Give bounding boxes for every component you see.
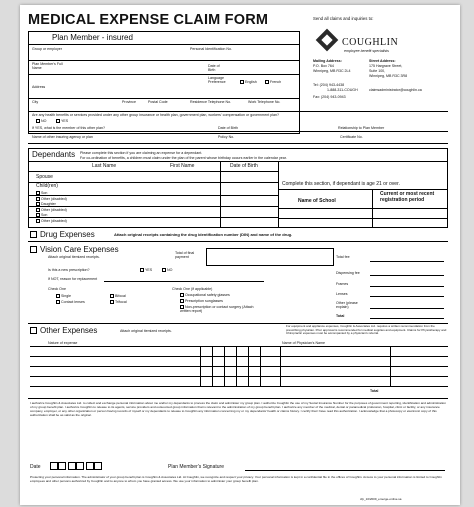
insuring-agency-label: Name of other insuring agency or plan	[32, 135, 93, 139]
child1-other[interactable]: Other (disabled)	[36, 197, 67, 201]
city-label: City	[32, 100, 39, 104]
drug-checkbox[interactable]	[30, 231, 37, 238]
other-grid	[30, 346, 448, 396]
postal-label: Postal Code	[148, 100, 168, 104]
province-label: Province	[122, 100, 136, 104]
certificate-no-label: Certificate No.	[340, 135, 363, 139]
opt-sunglasses[interactable]: Prescription sunglasses	[180, 299, 223, 303]
new-prescription-no[interactable]: NO	[162, 268, 172, 272]
group-label: Group or employer	[32, 47, 62, 51]
drug-heading: Drug Expenses	[40, 230, 95, 239]
col-dob: Date of Birth	[230, 163, 258, 169]
school-col: Name of School	[298, 198, 336, 204]
plan-member-heading: Plan Member - insured	[52, 33, 133, 42]
tel-line: Tel: (204) 943-4438	[313, 83, 345, 87]
other-checkbox[interactable]	[30, 327, 37, 334]
dispensing-fee-label: Dispensing fee	[336, 271, 360, 275]
form-title: MEDICAL EXPENSE CLAIM FORM	[28, 12, 269, 28]
other-total-label: Total	[370, 389, 379, 393]
nature-col: Nature of expense	[48, 341, 78, 345]
other-plan-question: Are any health benefits or services provided under any other group insurance or health plan, government plan, workers' compensation or government plan?	[32, 113, 280, 117]
new-prescription-yes[interactable]: YES	[140, 268, 152, 272]
drug-note: Attach original receipts containing the drug identification number (DIN) and name of the drug.	[114, 232, 293, 237]
fax-line: Fax: (204) 943-0943	[313, 95, 346, 99]
date-label: Date	[30, 464, 41, 470]
dob-label: Date of Birth	[208, 64, 220, 73]
period-col: Current or most recent registration period	[380, 191, 435, 203]
new-prescription-q: Is this a new prescription?	[48, 268, 90, 272]
send-to-label: Send all claims and inquiries to:	[313, 16, 374, 21]
col-first-name: First Name	[170, 163, 195, 169]
dependants-instr-2: For co-ordination of benefits, a children must claim under the plan of the parent whose birthday occurs earlier in the calendar year.	[80, 156, 287, 160]
dependants-heading: Dependants	[32, 150, 76, 159]
child1-son[interactable]: Son	[36, 191, 47, 195]
mailing-label: Mailing Address:	[313, 59, 342, 63]
check-one-applicable: Check One (if applicable)	[172, 287, 213, 291]
dependants-instr-1: Please complete this section if you are claiming an expense for a dependant.	[80, 151, 203, 155]
spouse-label: Spouse	[36, 174, 53, 180]
frames-label: Frames	[336, 282, 349, 286]
check-one-label: Check One	[48, 287, 66, 291]
claim-form-page	[20, 5, 460, 505]
home-tel-label: Residence Telephone No.	[190, 100, 232, 104]
plan-member-box	[28, 31, 300, 134]
other-heading: Other Expenses	[40, 326, 98, 335]
policy-no-label: Policy No.	[218, 135, 235, 139]
vision-note: Attach original itemized receipts.	[48, 255, 100, 259]
logo-tagline: employee benefit specialists	[344, 49, 389, 53]
reason-replacement: If NOT, reason for replacement	[48, 277, 98, 281]
french-option[interactable]	[265, 80, 281, 84]
lens-trifocal[interactable]: Trifocal	[110, 300, 127, 304]
lenses-label: Lenses	[336, 292, 348, 296]
authorization-text: I authorize Coughlin & Associates Ltd. to collect and exchange personal information about me and/or my dependants to process the claim and administer my group plan. I authorize Coughlin the use of my Social Insurance Number for the purposes of government reporting, identification and administration of my group benefit plan. I authorize Coughlin to release to its agents, service providers and outsourced group information that is relevant to the administration of my group benefit plan. I authorize any member of the medical, dental or paramedical profession, hospital, clinic or facility, or any insurance company, employer, or any other organization or person having records of myself or my dependants to release to Coughlin any information concerning my or my dependants' health or claims history. I certify that I have read this authorization. I acknowledge that a photocopy or electronic copy of this authorization shall be as valid as the original.	[30, 401, 447, 417]
mailing-line-1: P.O. Box 764	[313, 64, 334, 68]
vision-total-label: Total	[336, 314, 345, 318]
name-label: Plan Member's Full Name	[32, 62, 63, 71]
relationship-label: Relationship to Plan Member	[338, 126, 385, 130]
child2-daughter[interactable]: Daughter	[36, 202, 56, 206]
child2-other[interactable]: Other (disabled)	[36, 208, 67, 212]
opt-surgery[interactable]: Non-prescription or contact surgery (Attach written report)	[180, 305, 254, 314]
logo-name: COUGHLIN	[342, 37, 399, 48]
email-line: claimsadministrator@coughlin.ca	[369, 88, 422, 92]
form-code: cfp_10/2009_emerge-online.sa	[360, 497, 402, 501]
other-plan-yes[interactable]: YES	[56, 119, 68, 123]
child3-son[interactable]: Son	[36, 213, 47, 217]
other-plan-no[interactable]: NO	[36, 119, 46, 123]
street-line-1: 175 Hargrave Street,	[369, 64, 403, 68]
vision-heading: Vision Care Expenses	[40, 245, 119, 254]
pin-label: Personal Identification No.	[190, 47, 232, 51]
if-yes-name-label: If YES, what is the member of this other plan?	[32, 126, 106, 130]
lens-single[interactable]: Single	[56, 294, 71, 298]
privacy-text: Protecting your personal information. The administrator of your group benefit plan is Coughlin & Associates Ltd. At Coughlin, we recognize and respect your privacy. Your personal information is kept in a confidential file in the offices of Coughlin. Access to your personal information is limited to Coughlin employees and other persons authorized by Coughlin and to anyone to whom you have granted access. We use your information to administer your group benefit plan.	[30, 475, 442, 483]
children-label: Child(ren)	[36, 183, 58, 189]
work-tel-label: Work Telephone No.	[248, 100, 281, 104]
english-label: English	[245, 80, 257, 84]
street-line-2: Suite 100,	[369, 69, 386, 73]
street-label: Street Address:	[369, 59, 396, 63]
total-payment-field[interactable]	[206, 248, 334, 266]
tollfree-line: 1-888-311-COUGH	[327, 88, 358, 92]
provider-col: Name of Physician's Name	[282, 341, 326, 345]
mailing-line-2: Winnipeg, MB R3C 2L4	[313, 69, 351, 73]
col-last-name: Last Name	[92, 163, 117, 169]
signature-label: Plan Member's Signature	[168, 464, 224, 470]
other-fee-label: Other (please explain)	[336, 301, 358, 310]
opt-safety[interactable]: Occupational safety glasses	[180, 293, 230, 297]
lens-bifocal[interactable]: Bifocal	[110, 294, 126, 298]
total-payment-label: Total of final payment	[175, 251, 195, 260]
french-label: French	[270, 80, 282, 84]
english-option[interactable]	[240, 80, 257, 84]
address-label: Address	[32, 85, 46, 89]
other-note: Attach original itemized receipts.	[120, 329, 172, 333]
coughlin-logo	[316, 29, 338, 51]
total-fee-label: Total fee	[336, 255, 350, 259]
language-label: Language Preference	[208, 76, 226, 85]
signature-line[interactable]	[245, 470, 445, 471]
lens-contact[interactable]: Contact lenses	[56, 300, 85, 304]
vision-checkbox[interactable]	[30, 246, 37, 253]
child3-other[interactable]: Other (disabled)	[36, 219, 67, 223]
street-line-3: Winnipeg, MB R3C 3R8	[369, 74, 408, 78]
other-side-note: For equipment and appliance expenses, Coughlin & Associates Ltd. requires a written recommendation from the prescribing physician. Prior approval is recommended for medical supplies and equipment. Claims for Physiotherapy and Chiropractic expenses must be accompanied by a physician's referral.	[286, 324, 447, 336]
age21-note: Complete this section, if dependant is age 21 or over.	[282, 181, 400, 187]
other-dob-label: Date of Birth	[218, 126, 238, 130]
